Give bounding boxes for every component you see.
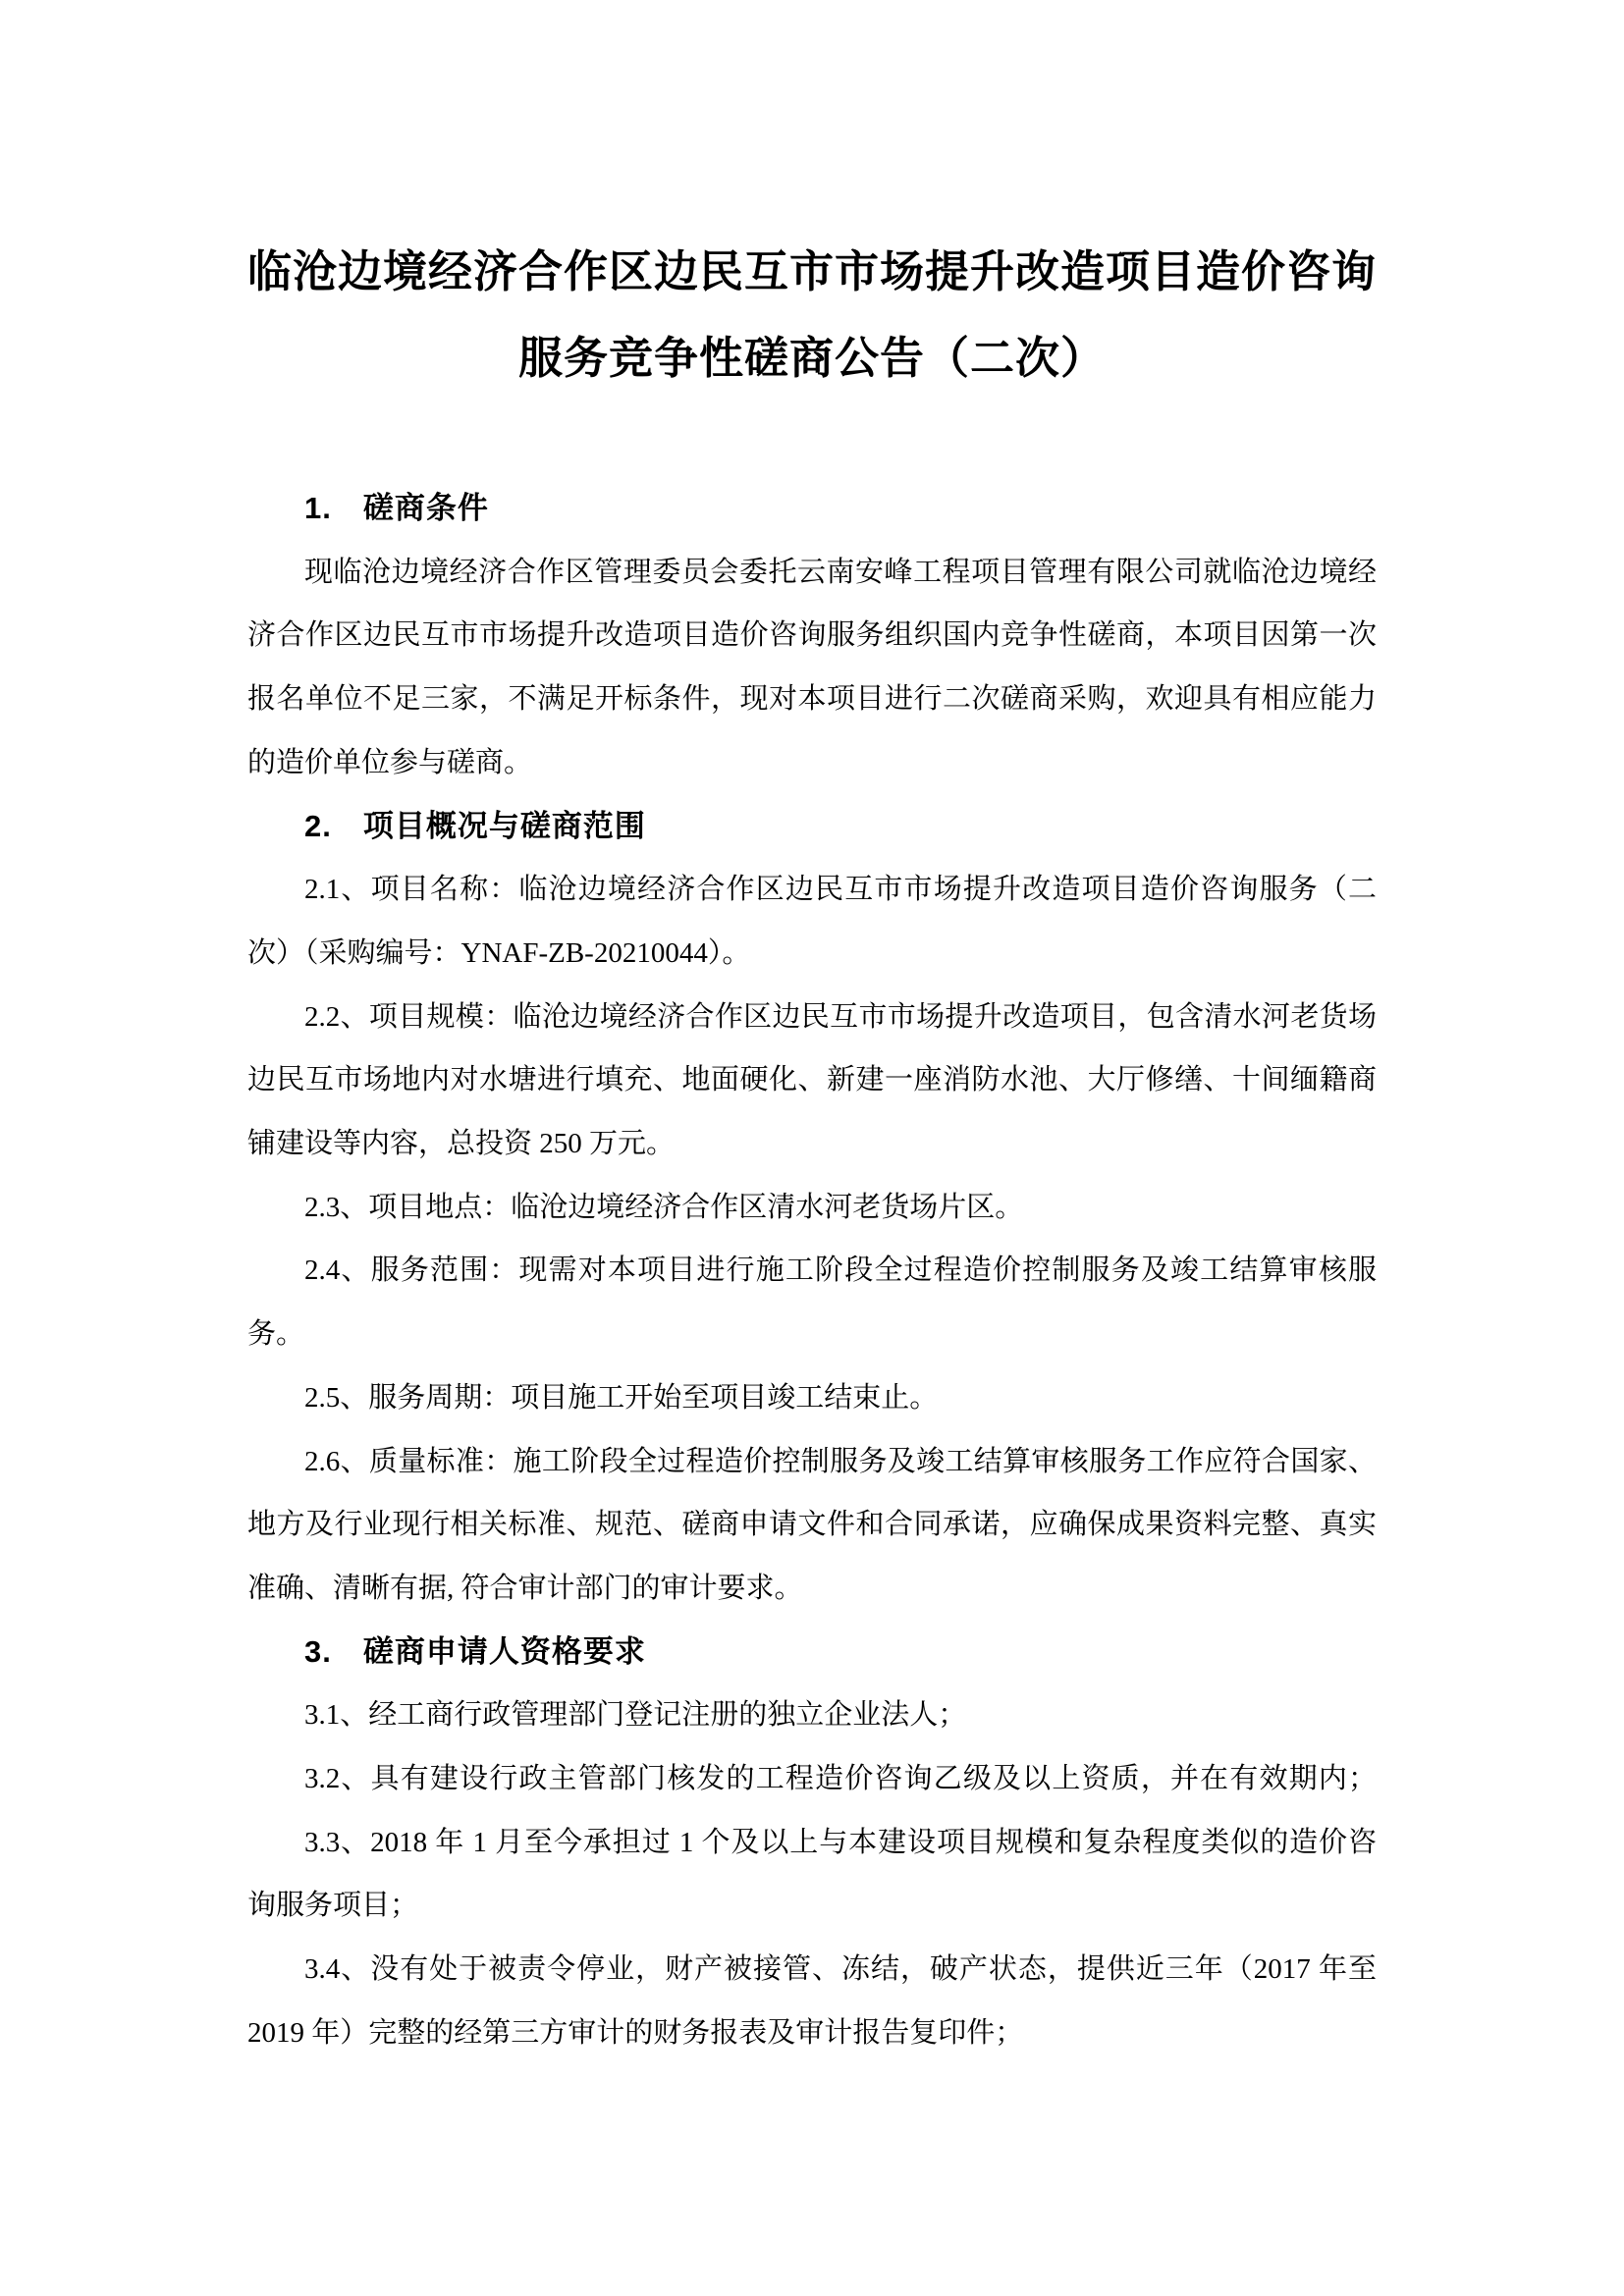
item-3-1-line-1: 3.1、经工商行政管理部门登记注册的独立企业法人； (304, 1699, 967, 1732)
item-3-3-line-2: 询服务项目； (247, 1890, 419, 1922)
document-body (247, 477, 1377, 2065)
section-2-heading: 2. 项目概况与磋商范围 (304, 808, 646, 843)
item-2-5-line-1: 2.5、服务周期：项目施工开始至项目竣工结束止。 (304, 1381, 939, 1414)
document-title (0, 229, 1624, 401)
section-1-para-line-2: 济合作区边民互市市场提升改造项目造价咨询服务组织国内竞争性磋商，本项目因第一次 (247, 619, 1377, 652)
item-3-2-line-1: 3.2、具有建设行政主管部门核发的工程造价咨询乙级及以上资质，并在有效期内； (304, 1763, 1377, 1795)
item-2-3-line-1: 2.3、项目地点：临沧边境经济合作区清水河老货场片区。 (304, 1191, 1024, 1223)
item-2-4-line-1: 2.4、服务范围：现需对本项目进行施工阶段全过程造价控制服务及竣工结算审核服 (304, 1255, 1377, 1287)
section-3-heading: 3. 磋商申请人资格要求 (304, 1633, 646, 1669)
item-2-1-line-2: 次）（采购编号：YNAF-ZB-20210044）。 (247, 936, 751, 969)
title-line-1: 临沧边境经济合作区边民互市市场提升改造项目造价咨询 (246, 247, 1377, 296)
item-2-6-line-3: 准确、清晰有据, 符合审计部门的审计要求。 (247, 1572, 803, 1604)
item-2-6-line-2: 地方及行业现行相关标准、规范、磋商申请文件和合同承诺，应确保成果资料完整、真实 (247, 1509, 1377, 1541)
item-2-2-line-3: 铺建设等内容，总投资 250 万元。 (247, 1128, 676, 1160)
item-3-4-line-1: 3.4、没有处于被责令停业，财产被接管、冻结，破产状态，提供近三年（2017 年至 (304, 1953, 1377, 1986)
section-1-para-line-1: 现临沧边境经济合作区管理委员会委托云南安峰工程项目管理有限公司就临沧边境经 (304, 556, 1377, 588)
section-1-heading: 1. 磋商条件 (304, 491, 489, 525)
item-2-2-line-2: 边民互市场地内对水塘进行填充、地面硬化、新建一座消防水池、大厅修缮、十间缅籍商 (247, 1064, 1377, 1096)
item-2-4-line-2: 务。 (247, 1318, 305, 1351)
item-3-3-line-1: 3.3、2018 年 1 月至今承担过 1 个及以上与本建设项目规模和复杂程度类似的造价咨 (304, 1826, 1377, 1858)
section-1-para-line-3: 报名单位不足三家，不满足开标条件，现对本项目进行二次磋商采购，欢迎具有相应能力 (247, 683, 1377, 716)
item-3-4-line-2: 2019 年）完整的经第三方审计的财务报表及审计报告复印件； (247, 2016, 1024, 2049)
title-line-2: 服务竞争性磋商公告（二次） (517, 334, 1106, 383)
item-2-2-line-1: 2.2、项目规模：临沧边境经济合作区边民互市市场提升改造项目，包含清水河老货场 (304, 1000, 1377, 1033)
item-2-1-line-1: 2.1、项目名称：临沧边境经济合作区边民互市市场提升改造项目造价咨询服务（二 (304, 874, 1377, 906)
item-2-6-line-1: 2.6、质量标准：施工阶段全过程造价控制服务及竣工结算审核服务工作应符合国家、 (304, 1445, 1377, 1477)
section-1-para-line-4: 的造价单位参与磋商。 (247, 746, 533, 778)
